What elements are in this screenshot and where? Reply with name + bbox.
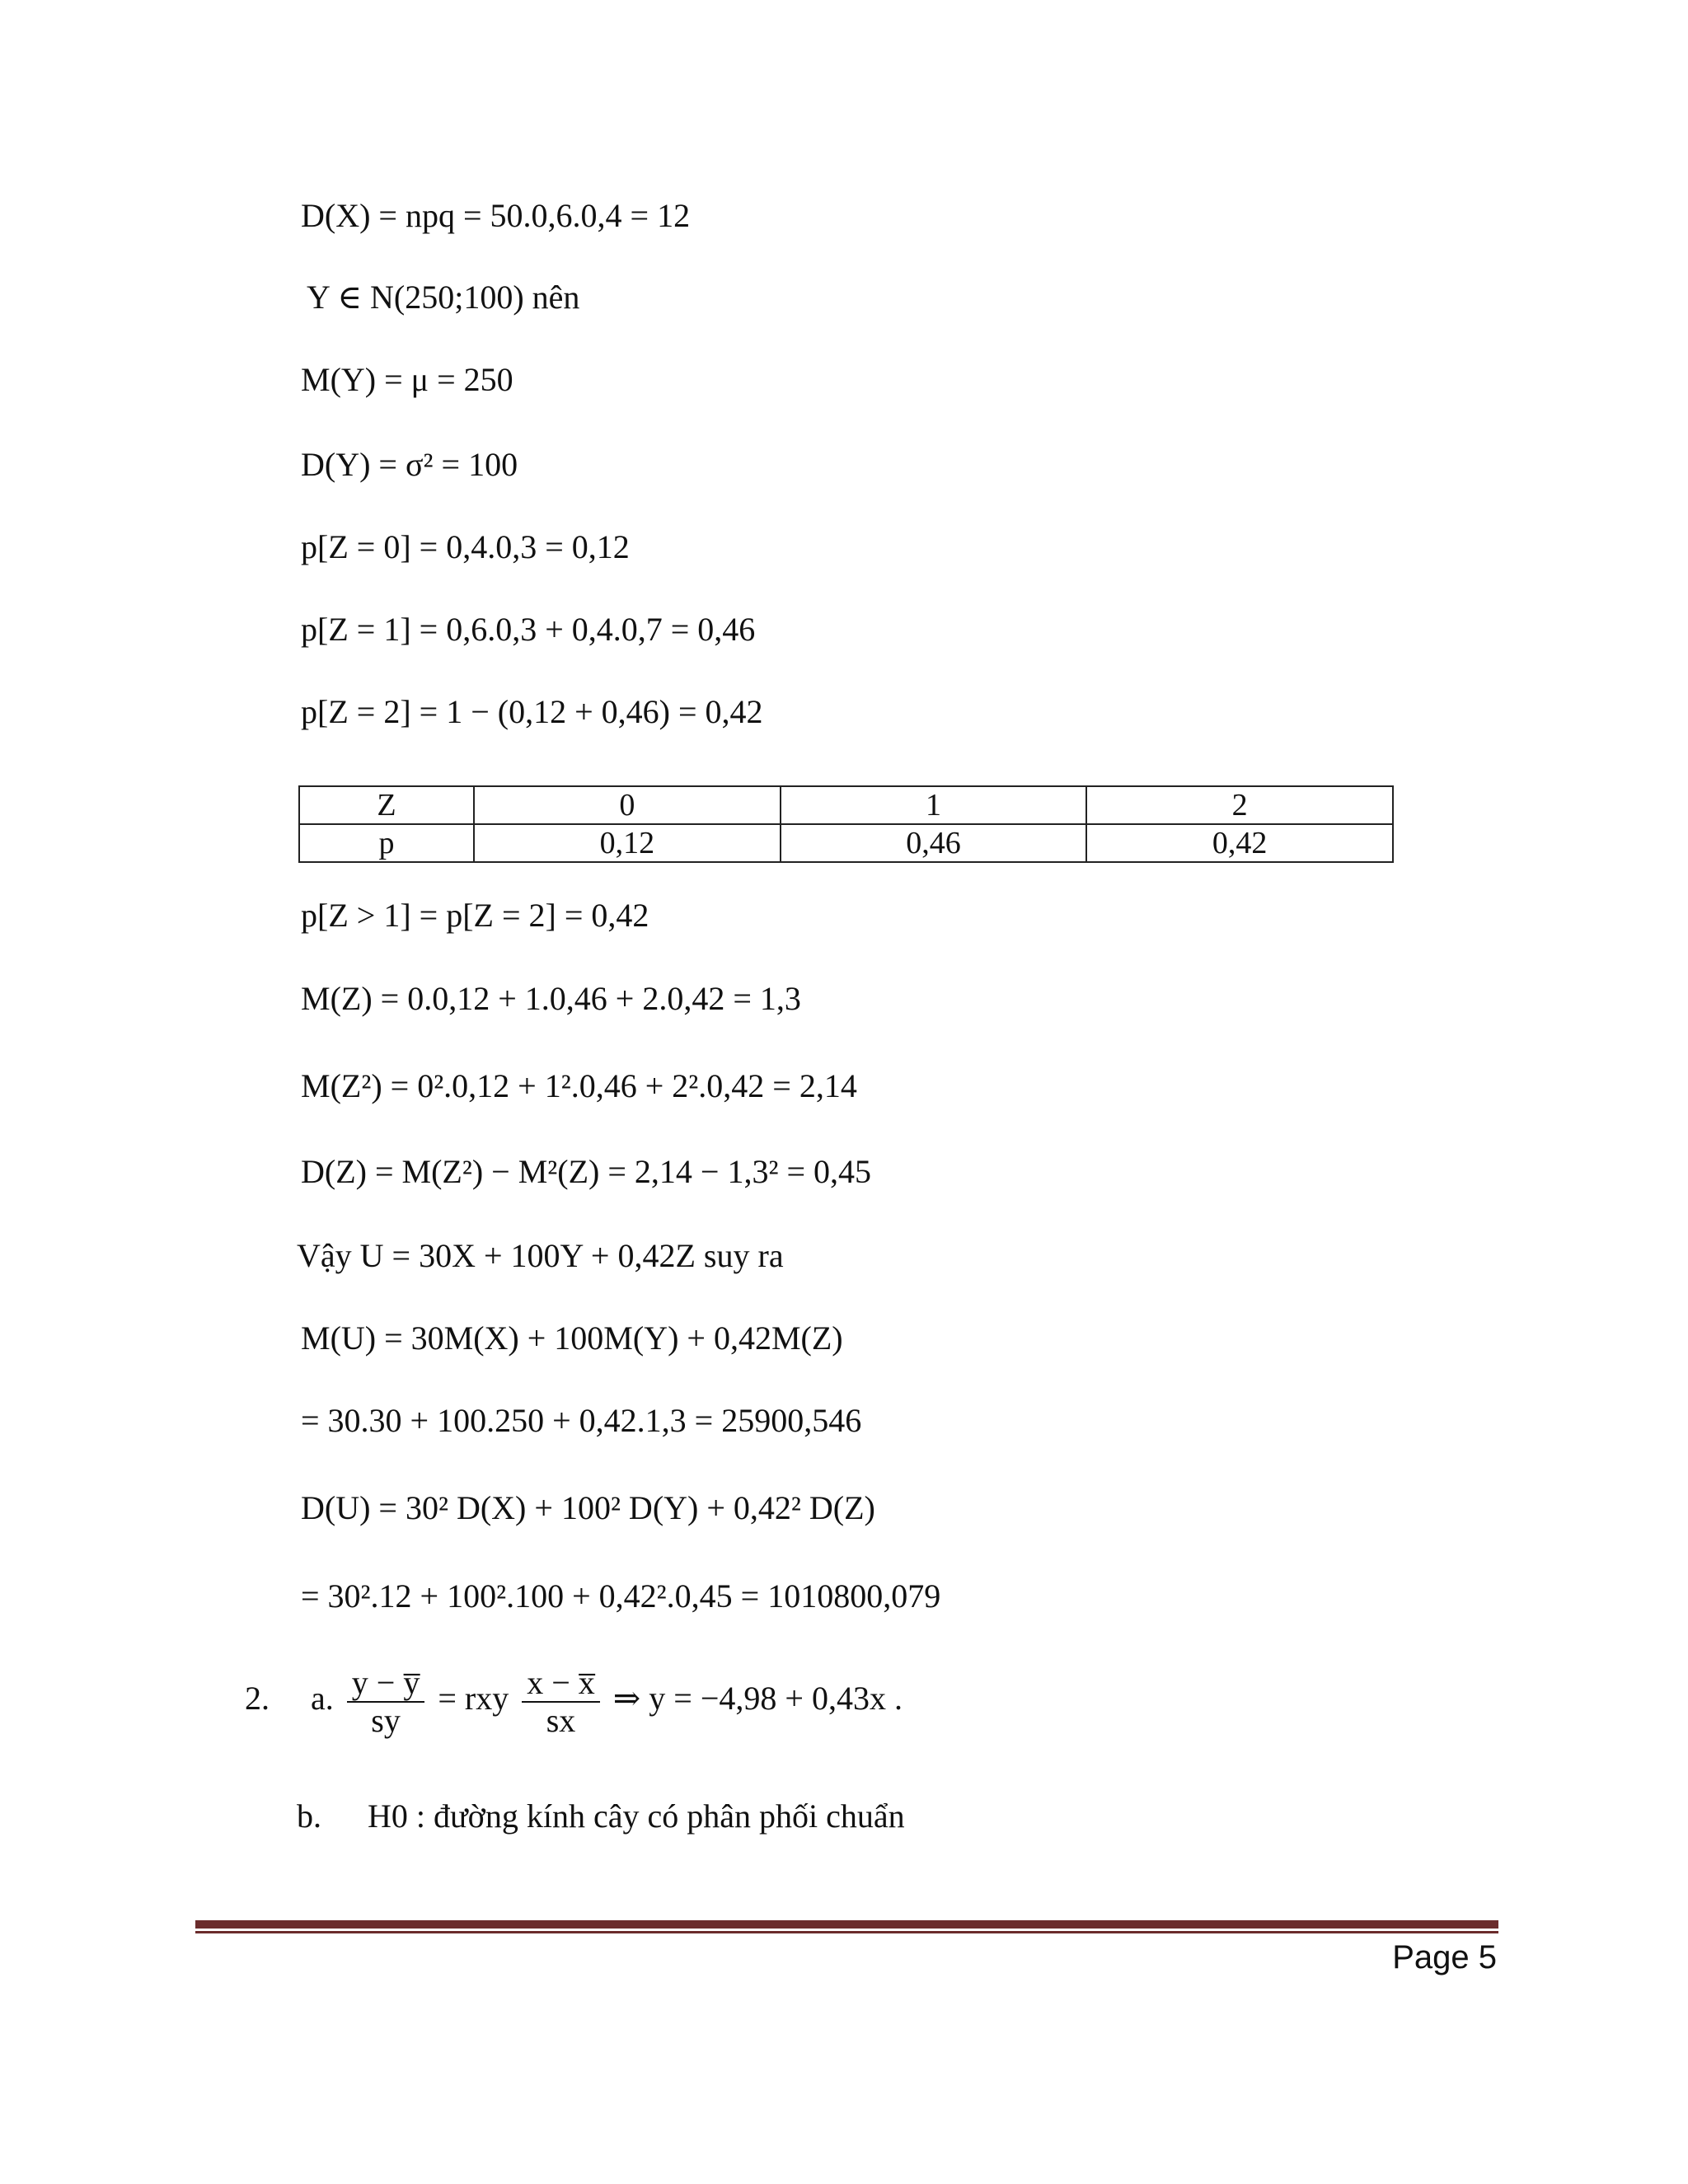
distribution-table [298, 785, 1394, 863]
formula-du: D(U) = 30² D(X) + 100² D(Y) + 0,42² D(Z) [301, 1489, 875, 1526]
formula-mz: M(Z) = 0.0,12 + 1.0,46 + 2.0,42 = 1,3 [301, 980, 801, 1017]
table-row [299, 824, 1393, 862]
regression-result: ⇒ y = −4,98 + 0,43x . [612, 1680, 903, 1718]
item-b-label: b. [297, 1797, 321, 1835]
page-number: Page 5 [1392, 1939, 1497, 1975]
formula-my: M(Y) = μ = 250 [301, 361, 513, 398]
formula-dz: D(Z) = M(Z²) − M²(Z) = 2,14 − 1,3² = 0,45 [301, 1153, 872, 1190]
fraction-y [347, 1665, 425, 1739]
table-cell: Z [299, 786, 474, 824]
formula-u-def: Vậy U = 30X + 100Y + 0,42Z suy ra [297, 1237, 784, 1274]
formula-pz1: p[Z = 1] = 0,6.0,3 + 0,4.0,7 = 0,46 [301, 611, 756, 648]
fraction-denominator: sy [371, 1702, 401, 1739]
fraction-numerator: x − x̅ [522, 1665, 600, 1703]
table-cell: 1 [781, 786, 1087, 824]
fraction-x [522, 1665, 600, 1739]
formula-pz0: p[Z = 0] = 0,4.0,3 = 0,12 [301, 528, 630, 565]
formula-du-value: = 30².12 + 100².100 + 0,42².0,45 = 1010800,079 [301, 1577, 941, 1615]
formula-dx: D(X) = npq = 50.0,6.0,4 = 12 [301, 197, 691, 234]
table-cell: 0,46 [781, 824, 1087, 862]
table-cell: 0,42 [1086, 824, 1393, 862]
correlation-coefficient: = rxy [438, 1680, 509, 1718]
footer-rule-thin [195, 1931, 1498, 1933]
formula-dy: D(Y) = σ² = 100 [301, 446, 518, 483]
formula-mz2: M(Z²) = 0².0,12 + 1².0,46 + 2².0,42 = 2,14 [301, 1067, 857, 1104]
footer-rule [195, 1920, 1498, 1929]
table-cell: 0,12 [474, 824, 781, 862]
item-2b [297, 1797, 905, 1836]
formula-pz2: p[Z = 2] = 1 − (0,12 + 0,46) = 0,42 [301, 693, 763, 730]
formula-pz-gt1: p[Z > 1] = p[Z = 2] = 0,42 [301, 897, 649, 934]
formula-mu-value: = 30.30 + 100.250 + 0,42.1,3 = 25900,546 [301, 1402, 862, 1439]
formula-mu: M(U) = 30M(X) + 100M(Y) + 0,42M(Z) [301, 1319, 843, 1357]
fraction-numerator: y − y̅ [347, 1665, 425, 1703]
item-a-label: a. [311, 1680, 334, 1718]
table-cell: 0 [474, 786, 781, 824]
item-2a [245, 1665, 903, 1739]
table-row [299, 786, 1393, 824]
table-cell: p [299, 824, 474, 862]
fraction-denominator: sx [546, 1702, 576, 1739]
table-cell: 2 [1086, 786, 1393, 824]
hypothesis-text: H0 : đường kính cây có phân phối chuẩn [368, 1797, 905, 1835]
formula-y-normal: Y ∈ N(250;100) nên [307, 279, 580, 316]
item-number: 2. [245, 1680, 270, 1718]
